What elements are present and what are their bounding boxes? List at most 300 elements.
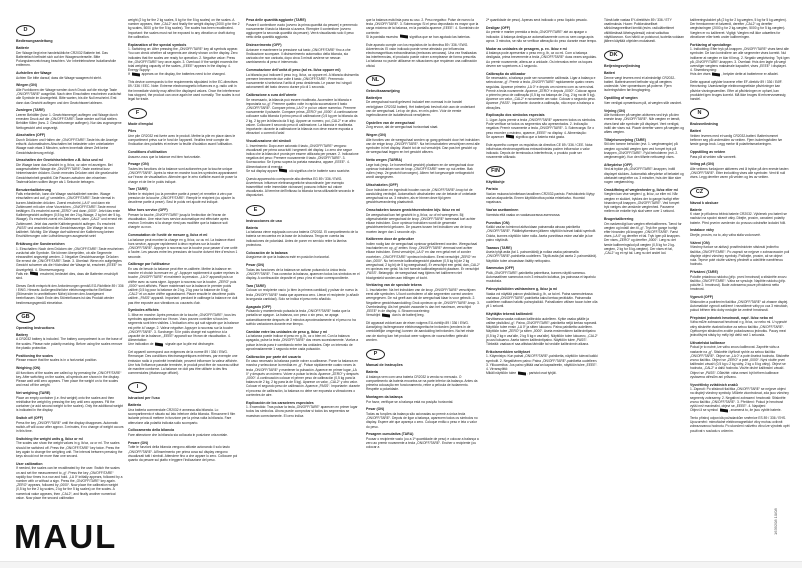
- battery-low-icon: [506, 135, 514, 139]
- section-heading: Uživatelská kalibrace: [690, 340, 726, 345]
- section-body: 1. Zapnutí: Po stisknutí tlačítka „ON/OFF/TARE“ se nejprve objeví na displeji všechny symboly. Můžete zkontrolovat, zda jsou všechny segmenty zobrazeny. 2. Negativní zobrazení hmotnosti: Stiskněte znovu tlačítko „ON/OFF/TARE“. 3. Přetížení: Pokud je hmotnost vyšší než maximální, objeví se „EEEE“. 4. Napájení:: [690, 387, 789, 409]
- section-heading: User calibration: [16, 461, 43, 466]
- instruction-section: [366, 237, 480, 279]
- battery-low-icon: [132, 72, 140, 76]
- language-badge: DK: [604, 50, 623, 61]
- section-heading: Netto wegen (TARRA): [366, 158, 403, 163]
- section-body: 1. Käynnistys: Kun painat „ON/OFF/TARE“-painiketta, näyttöön tulevat kaikki symbolit. 2. Negatiivinen paino: Paina „ON/OFF/TARE“-painiketta uudelleen. 3. Ylikuormitus: Jos paino ylittää vaa'an kapasiteetin, näyttöön tulee „EEEE“. 4. Virransyöttö:: [486, 354, 598, 372]
- instruction-section: [486, 350, 598, 376]
- instruction-section: [246, 177, 360, 198]
- section-heading: Switch off (OFF): [16, 416, 44, 421]
- section-body: Všechny funkce se aktivují prostřednictvím stisknutí jediného tlačítka „ON/OFF/TARE“. Po zapnutí se nejprve v zobrazovacím poli displeje objeví všechny symboly. Počkejte, prosím, až se objeví nula. Teprve poté vložte vážený předmět a odečtěte naměřenou hodnotu.: [690, 245, 790, 267]
- section-heading: Mudar as unidades de pesagem, p. ex. lb/oz e ml: [486, 46, 567, 51]
- section-heading: Opstellen van de weegschaal: [366, 120, 415, 125]
- section-heading: Positioning the scales: [16, 353, 53, 358]
- language-badge: NL: [366, 75, 385, 86]
- section-body: Pidä „ON/OFF/TARE“-painiketta painettuna, kunnes näyttö sammuu. Automaattinen sammutus noin 3 minuutin kuluttua, jos painossa ei tapahdu muutoksia.: [486, 271, 596, 284]
- section-heading: Batteri: [604, 71, 616, 76]
- section-body: If needed, the scales can be recalibrated by the user. Switch the scales on and set the measurement to „g“. Press the key „ON/OFF/TARE“ rapidly four times in a row and hold. „LA 0“ initially appears, followed by a number with or without a sign. Press the „ON/OFF/TARE“ key again. „ZERO“ appears, followed by „0000“. Now place the calibration weight (0,5 kg for the 2 kg scales, 2 kg for the 5 kg scales) on the scales. A numerical value appears, then „CAL2“, and finally another numerical value. Now place the second calibration: [16, 466, 123, 500]
- section-heading: Batteria: [128, 403, 142, 408]
- instruction-section: [486, 187, 598, 204]
- instruction-section: [16, 354, 124, 363]
- section-body: Posare il contenitore vuoto (ovvero la prima quantità da pesare) e premendo nuovamente il tasto la bilancia si azzera. Riempire il contenitore (ovvero aggiungere la seconda quantità da pesare). Verrà visualizzato solo il peso netto della quantità aggiunta.: [246, 22, 358, 40]
- section-heading: Batterijen: [366, 95, 383, 100]
- section-body: Pokud je to nutné, lze váhu znovu kalibrovat. Zapněte váhu a nastavte na „g“. Stiskněte čtyřikrát rychle za sebou tlačítko „ON/OFF/TARE“. Objeví se „LA 0“ a poté číselná hodnota. Stiskněte znovu tlačítko. Objeví se „ZERO“ a poté „0000“. Nyní vložte první kalibrační závaží (0,5 kg u 2 kg váhy, 2 kg u 5 kg váhy). Objeví se hodnota, „CAL2“ a další hodnota. Vložte druhé kalibrační závaží. Objeví se „PASS“. Důležité: váha nesmí být během kalibrace vystavena otřesům ani průvanu.: [690, 345, 790, 379]
- instruction-section: [366, 407, 480, 428]
- section-heading: Cambiar entre las unidades de peso g, lb/oz y ml: [246, 329, 327, 334]
- language-title: Návod k obsluze: [690, 200, 719, 205]
- instruction-section: [128, 308, 240, 346]
- instruction-section: [486, 208, 598, 217]
- section-heading: Collocamento della bilancia: [128, 428, 175, 433]
- language-title: Istruzioni per l'uso: [128, 396, 160, 401]
- section-heading: Käyttäjän tekemä kalibrointi: [486, 312, 533, 317]
- section-body: Vaa'an mukana toimitetaan tavallinen CR2032-paristo. Paristokotelo löytyy vaa'an alapuolelta. Ennen käyttöönottoa poista eristekalvo. Huomioi napaisuus.: [486, 192, 595, 205]
- language-badge: N: [690, 108, 709, 119]
- section-body: A balança vem com uma bateria CR2032 à venda no mercado. O compartimento da bateria encontra-se na parte inferior da balança. Antes da primeira colocação em funcionamento, retire a película de isolamento. Respeite a polaridade.: [366, 374, 478, 392]
- section-body: De weegschaal kan het gewicht in g, lb/oz, oz of ml weergeven. Bij uitgeschakelde weegschaal de knop „ON/OFF/TARE“ tweemaal kort achter elkaar indrukken. Door opnieuw indrukken wordt de gewenste gewichtseenheid gekozen. De pauzes tussen het indrukken van de knop moeten langer dan 1 seconde zijn.: [366, 212, 476, 234]
- instruction-section: [246, 355, 360, 397]
- section-heading: Benutzerkalibrierung: [16, 187, 52, 192]
- section-heading: Bateria: [366, 370, 378, 375]
- instruction-section: [16, 366, 124, 387]
- instruction-section: [246, 68, 360, 89]
- instruction-section: [246, 251, 360, 260]
- section-heading: Omskiftning af vægtenheder g, lb/oz eller ml: [604, 187, 678, 192]
- section-body: Fare attenzione che la bilancia sia collocata in posizione orizzontale.: [128, 433, 228, 438]
- instruction-section: [246, 330, 360, 351]
- language-title: Betjeningsvejledning: [604, 64, 641, 69]
- section-body: Alle vektens funksjoner aktiveres ved å trykke på den eneste tasten „ON/OFF/TARE“. Etter innkobling vises alle symboler. Vent til null vises. Legg deretter varen på vekten og les av vekten.: [690, 167, 789, 180]
- section-heading: Batterie: [16, 46, 30, 50]
- section-body: 1. Ligar: Após premir a tecla „ON/OFF/TARE“ aparecem todos os símbolos. Pode verificar se todos os segmentos são apresentados. 2. Indicação negativa: Premir novamente a tecla „ON/OFF/TARE“. 3. Sobrecarga: Se o peso exceder o máximo, aparece „EEEE“ no display. 4. Alimentação:: [486, 118, 597, 135]
- section-body: Alle funktioner på vægten aktiveres ved tryk på den eneste knap „ON/OFF/TARE“. Når vægten er tændt, vises først alle symboler på displayet. Vent venligst, indtil der vises nul. Placér derefter varen på vægten og aflæs vægten.: [604, 113, 684, 135]
- section-body: Vægten kan vise vægten i g, lb/oz, oz eller ml. Når vægten er slukket, trykkes der to gange hurtigt efter hinanden på knappen „ON/OFF/TARE“. Ved fornyet tryk vælges den ønskede vægtenhed. Pauserne mellem de enkelte tryk skal være over 1 sekund.: [604, 192, 680, 214]
- instruction-section: [366, 283, 480, 317]
- section-body: Položte prázdnou nádobu (příp. první hmotnost) a stiskněte znovu tlačítko „ON/OFF/TARE“. Váha se vynuluje. Naplňte nádobu (příp. položte 2. hmotnost). Bude zobrazena pouze přivážená netto hmotnost.: [690, 274, 787, 292]
- column-3: [246, 18, 360, 421]
- language-title: Bedienungsanleitung: [16, 39, 53, 43]
- section-heading: Instalace váhy: [690, 228, 714, 233]
- instruction-section: [128, 150, 240, 159]
- section-heading: Paristo: [486, 187, 498, 192]
- instruction-section: [366, 121, 480, 130]
- instruction-section: [128, 233, 240, 259]
- instruction-section: [486, 266, 598, 283]
- section-body: Please ensure that the scales is in a horizontal position.: [16, 358, 98, 363]
- section-body: Váha může zobrazovat hmotnost v g, lb/oz, oz nebo ml. U vypnuté váhy stiskněte dvakrát krátce za sebou tlačítko „ON/OFF/TARE“. Opětovným stisknutím zvolíte požadovanou jednotku. Pauzy mezi jednotlivými stisky by měly být delší než 1 sekunda.: [690, 320, 787, 338]
- instruction-section: [16, 333, 124, 350]
- section-body: Todas las funciones de la balanza se activan pulsando la única tecla „ON/OFF/TARE“. Tras conectar la balanza, aparecen todos los símbolos en el display. A continuación deposite el peso y lea el valor correspondiente.: [246, 267, 360, 281]
- battery-note: Se aparecer significa que a bateria está gasta.: [486, 134, 565, 139]
- instruction-section: [690, 150, 790, 159]
- battery-note: Hvis der vises , betyder dette at batterierne er afladet.: [690, 72, 779, 77]
- instruction-section: [604, 18, 684, 43]
- section-body: Una batteria commerciale CR2032 è annessa alla bilancia. Lo scompartimento è situato sul lato inferiore della bilancia. Rimuovere il film isolante prima di mettere in funzione per la prima volta la bilancia. Fare attenzione alla polarità indicata sullo scomparto.: [128, 408, 236, 425]
- instruction-section: [246, 139, 360, 173]
- section-body: Dieses Gerät entspricht den Anforderungen gemäß EG-Richtlinie 89 / 336 / EWG. Hinweis: Außergewöhnliche elektromagnetische Einflüsse (Störsender in unmittelbarer Nähe) können den Anzeigewert beeinflussen. Nach Ende des Störeinflusses ist das Produkt wieder bestimmungsgemäß einsetzbar.: [16, 283, 124, 305]
- section-heading: Apagado (OFF): [246, 304, 272, 309]
- section-body: Leeren Behälter (bzw. 1. Gewichtsmenge) auflegen und Waage durch erneuten Druck auf die „ON/OFF/TARE“-Taste wieder auf Null stellen. Behälter füllen (bzw. 2. Gewichtsmenge auflegen). Nur das zugewogene Nettogewicht wird angezeigt.: [16, 112, 122, 130]
- section-body: Tutte le funzioni della bilancia vengono attivate azionando il solo tasto „ON/OFF/TARE“. All'inserimento per prima cosa sul display vengono visualizzati tutti i simboli. Attendere fino a che appare lo zero. Collocare poi quanto da pesare sul piatto e leggere l'indicazione del peso.: [128, 445, 238, 463]
- battery-note: Mikäli näyttöön tulee , paristot ovat tyhjät.: [486, 371, 557, 376]
- section-body: Press the key „ON/OFF/TARE“ until the display disappears. Automatic switch-off will occur after approx. 3 minutes, if no change of weight occurs in this time.: [16, 420, 124, 434]
- section-heading: Abschalten (OFF): [16, 133, 46, 138]
- section-body: A balança pode apresentar o peso em g, lb, oz ou ml. Com a balança desligada, prima brevemente a tecla „ON/OFF/TARE“ duas vezes seguidas. Ao premir novamente, altera-se a unidade. Os intervalos entre os toques devem ser superiores a 1 segundo.: [486, 51, 597, 68]
- battery-note: If appears on the display, the batteries need to be changed.: [128, 72, 226, 77]
- section-heading: Aufstellen der Waage: [16, 71, 52, 75]
- instruction-section: [366, 158, 480, 179]
- section-heading: Brugerkalibrering: [604, 217, 634, 222]
- section-heading: Pesar (ON): [246, 263, 265, 268]
- instruction-section: [690, 228, 790, 237]
- section-heading: Sammutus (OFF): [486, 266, 515, 271]
- section-body: En caso necesario la balanza puede volver a calibrarse. Poner la balanza en marcha y seleccionar la medida en „g“. Pulsar rápidamente cuatro veces la tecla „ON/OFF/TARE“ y mantener la pulsación. Aparece en primer lugar „LA 0“ y después un número. Volver a pulsar la tecla. Aparece „ZERO“ y después „0000“. A continuación colocar el primer peso de calibración (0,5 kg para la balanza de 2 kg, 2 kg para la de 5 kg). Aparece un valor, „CAL2“ y otro valor. Colocar el segundo peso de calibración. Aparece „PASS“. Importante: durante el proceso de calibración, la balanza no debe ser expuesta a vibraciones o corrientes de aire.: [246, 359, 360, 397]
- section-body: This device corresponds to the requirements stipulated in the EC-directives 89 / 336 / EEC. Note: Extreme electromagnetic influences e.g. radio unit in the immediate vicinity may affect the displayed values. Once the interference has stopped, the product can once again be used normally. The scales is not legal for trade.: [128, 80, 240, 102]
- section-body: Die Waage kann das Gewicht in g, lb/oz, oz oder ml anzeigen. Bei ausgeschalteter Waage die „ON/OFF/TARE“-Taste zweimal kurz hintereinander drücken. Durch erneutes Drücken wird die gewünschte Gewichtseinheit gewählt. Die Pausen zwischen den einzelnen Tastendrücken sollten länger als 1 Sekunde betragen.: [16, 162, 119, 184]
- section-heading: Symboles affichés: [128, 308, 159, 313]
- column-4: [366, 18, 480, 453]
- section-body: weight (2 kg for the 2 kg scales, 5 kg for the 5 kg scales) on the scales. A number appears, then „CAL2“ and finally the weight display (2000 g for the 2 kg scales, 5000 g for the 5 kg scales). The scales has been recalibrated. Important: the scales must not be exposed to any vibration or draft during the calibration.: [128, 18, 240, 39]
- instruction-section: [486, 312, 598, 346]
- section-heading: Kalibreren door de gebruiker: [366, 237, 415, 242]
- instruction-section: [366, 183, 480, 204]
- section-body: Toutes les fonctions de la balance sont actionnées par la touche unique „ON/OFF/TARE“. Après la mise en marche tous les symboles apparaissent sur l'écran de visualisation. Attendre que le zéro s'affiche avant de poser la charge et de lire le poids indiqué.: [128, 167, 238, 184]
- section-body: Place an empty container (i.e. first weight) onto the scales and then reinitialise the weight by pressing the key until zero appears. Fill the container (or add second weight to the scales). Only the additional weight is indicated in the display.: [16, 395, 124, 413]
- section-heading: Omschakelen tussen gewichtseenheden bijv. lb/oz en ml: [366, 208, 461, 213]
- section-body: Presser la touche „ON/OFF/TARE“ jusqu'à l'extinction de l'écran de visualisation. Une mise hors service automatique est effectuée après environ 3 minutes si la charge n'est pas modifiée que la balance soit chargée ou non.: [128, 212, 229, 230]
- instruction-section: [16, 242, 124, 280]
- column-6: [604, 18, 684, 259]
- instruction-section: [604, 217, 684, 255]
- battery-low-icon: [400, 35, 408, 39]
- section-heading: Switching the weight units g, lb/oz or ml: [16, 436, 83, 441]
- instruction-section: [246, 305, 360, 326]
- section-body: Achten Sie bitte darauf, dass die Waage waagerecht steht.: [16, 75, 102, 80]
- instruction-section: [128, 208, 240, 229]
- instruction-section: [366, 18, 480, 39]
- section-body: Assurez-vous que la balance est bien horizontale.: [128, 154, 201, 159]
- section-body: Pousar o recipiente vazio (ou a 1ª quantidade de peso) e colocar a balança a zero ao premir novamente a tecla „ON/OFF/TARE“. Encher o recipiente (ou colocar a: [366, 437, 479, 450]
- section-heading: Conditions d'utilisation: [128, 150, 167, 155]
- battery-low-icon: [382, 313, 390, 317]
- instruction-section: [690, 80, 790, 101]
- instruction-section: [128, 350, 240, 375]
- section-heading: Calibração do utilizador: [486, 71, 526, 76]
- section-body: Dit apparaat voldoet aan de eisen volgens EU-richtlijn 89 / 336 / EWG. Aanwijzing: buitengewone elektromagnetische invloeden (zenders in de onmiddellijke omgeving) kunnen de aanduiding beïnvloeden. Na het einde van de storing kan het product weer volgens de voorschriften gebruikt worden.: [366, 321, 475, 342]
- instruction-section: [690, 43, 790, 77]
- section-body: Vær venligst opmærksom på, at vægten står vandret.: [604, 100, 682, 105]
- instruction-section: [246, 263, 360, 280]
- language-section-header: [604, 50, 684, 68]
- battery-note: Falls ein erscheint, bedeutet dies, dass die Batterien erschöpft sind.: [16, 271, 118, 281]
- section-heading: Pesar (ON): [366, 407, 385, 412]
- language-section-header: [690, 187, 790, 205]
- section-body: Ao premir e manter premida a tecla „ON/OFF/TARE“ até ao apagar o indicador. A balança desliga-se automaticamente com ou sem carga após aprox. 3 minutos, se não se verificar alteração do peso durante esse tempo.: [486, 30, 598, 43]
- section-heading: Vypnutí (OFF): [690, 295, 714, 300]
- section-heading: Wiegen (ON): [16, 83, 37, 88]
- section-heading: Batería: [246, 225, 258, 230]
- section-body: La bilancia può indicare il peso in g, lb/oz, oz oppure ml. A bilancia disinserita premere brevemente due volte il tasto „ON/OFF/TARE“. Premendo nuovamente si seleziona l'unità di peso desiderata. Le pause tra i singoli azionamenti del tasto devono durare più di 1 secondo.: [246, 72, 359, 90]
- section-body: Lege bak (resp. 1e hoeveelheid gewicht) plaatsen en de weegschaal door opnieuw indrukken van de knop „ON/OFF/TARE“ weer op nul zetten. Bak vullen (resp. 2e gewicht toevoegen). Alleen het toegevoegde nettogewicht wordt aangegeven.: [366, 162, 474, 180]
- section-heading: Explicación de los caracteres especiales: [246, 400, 314, 405]
- section-body: Om nødvendigt kan vægten efterkalibreres. Tænd for vægten og indstil den til „g“. Tryk fire gange hurtigt efter hinanden på knappen „ON/OFF/TARE“. Først vises „LA 0“ og derefter et tal. Tryk igen på knappen. Der vises „ZERO“ og derefter „0000“. Læg nu det første kalibreringslod på vægten (0,5 kg for 2 kg-vægten, 2 kg for 5 kg-vægten). Der vises et tal, „CAL2“ og et nyt tal. Læg nu det andet lod.: [604, 221, 682, 256]
- section-body: La balanza viene equipada con una batería CR2032. El compartimento de la batería se encuentra en la base de la balanza. Tenga en cuenta las indicaciones de polaridad. Antes de poner en servicio retire la lámina protectora.: [246, 230, 358, 247]
- language-section-header: [128, 382, 240, 400]
- battery-low-icon: [712, 72, 720, 76]
- section-body: Denne vægt leveres med et almindeligt CR2032-batteri. Batterirummet befinder sig på vægtens underside. Vær opmærksom på polerne. Fjern isoleringsfolien før ibrugtagning.: [604, 75, 676, 93]
- battery-note: Si la pantalla muestra significa que se han agotado las baterías.: [366, 34, 471, 39]
- instruction-section: [690, 416, 790, 433]
- instruction-section: [16, 108, 124, 129]
- section-body: que la balanza está lista para su uso. 2. Peso negativo: Pulse de nuevo la tecla „ON/OFF/TARE“. 3. Sobrecarga: Si el peso depositado es mayor que la carga máxima de la balanza, en la pantalla aparece „EEEE“. 4. Suministro de corriente:: [366, 18, 480, 35]
- instruction-section: [366, 321, 480, 342]
- section-body: Kaikki vaa'an toiminnot aktivoidaan painamalla ainoaa painiketta „ON/OFF/TARE“. Päällekytkemisen jälkeen näyttöön tulevat kaikki symbolit. Odota, kunnes näyttöön tulee nolla. Aseta punnittava esine vaa'alle ja lue paino näytöstä.: [486, 225, 597, 242]
- section-body: Vekten leveres med et vanlig CR2032-batteri. Batterirommet befinner seg på undersiden av vekten. Fjern isoleringsfolien før første gangs bruk. Legg merke til polaritetsmarkeringen.: [690, 133, 782, 147]
- section-heading: Pesare (ON): [128, 440, 149, 445]
- instruction-section: [690, 162, 790, 179]
- instruction-section: [128, 428, 240, 437]
- section-body: kalibreringsloddet på (2 kg for 2 kg-vægten, 5 kg for 5 kg-vægten). Der fremkommer et talværdi, derefter „CAL2“ og derefter vægtvisningen (2000 g for 2 kg-vægten, 5000 g for 5 kg-vægten). Vægten er nu kalibreret. Vigtigt: Vægten må ikke udsættes for vibrationer eller træk under kalibreringen.: [690, 18, 787, 39]
- battery-note: Une indication de signale que la pile est déchargée.: [128, 342, 215, 347]
- instruction-section: [128, 43, 240, 77]
- section-heading: Disinserimento (OFF): [246, 43, 282, 47]
- language-section-header: [16, 312, 124, 330]
- section-body: Azionare e mantenere la pressione sul tasto „ON/OFF/TARE“ fino a che l'indicazione scompare. Il disinserimento automatico della bilancia, sia caricata che non caricata, dopo circa 3 minuti avviene se nessun cambiamento di peso è intervenuto.: [246, 47, 351, 65]
- section-body: Aseta tyhjä astia (tai 1. painomäärä) ja nollaa vaaka painamalla „ON/OFF/TARE“-painiketta uudelleen. Täytä astia (tai aseta 2. painomäärä). Näyttöön tulee ainoastaan lisätty nettopaino.: [486, 250, 597, 263]
- instruction-section: [16, 188, 124, 239]
- section-heading: Wegen (ON): [366, 133, 386, 138]
- section-body: 1. Einschalten: Nach dem Drücken der „ON/OFF/TARE“-Taste erscheinen zunächst alle Symbole. Sie können überprüfen, ob alle Segmente einwandfrei angezeigt werden. 2. Negative Gewichtsanzeige: Drücken Sie erneut die „ON/OFF/TARE“-Taste. 3. Überlast: Wenn ein aufgelegtes Gewicht schwerer als die Höchstlast der Waage ist, erscheint „EEEE“ im Anzeigefeld. 4. Stromversorgung:: [16, 246, 124, 272]
- section-heading: Erklärung der Sonderzeichen: [16, 242, 65, 247]
- instruction-section: [366, 43, 480, 68]
- instruction-section: [246, 401, 360, 418]
- section-heading: Mise hors service (OFF): [128, 208, 168, 213]
- instruction-section: [16, 284, 124, 305]
- instruction-section: [690, 270, 790, 291]
- battery-note: Verschijnt dan is de batterij leeg.: [366, 313, 425, 318]
- battery-low-icon: [155, 343, 163, 347]
- instruction-section: [604, 188, 684, 214]
- section-body: All functions of the scales are called up by pressing the „ON/OFF/TARE“ key. After switching on the scales, all symbols are shown in the display. Please wait until zero appears. Then place the weight on to the scales and read off the weight.: [16, 370, 122, 388]
- battery-low-icon: [518, 371, 526, 375]
- section-heading: Vejning (ON): [604, 108, 625, 113]
- instruction-section: [486, 143, 598, 160]
- instruction-section: [128, 262, 240, 304]
- instruction-section: [128, 129, 240, 146]
- section-body: 1. Inschakelen: Na het indrukken van de knop „ON/OFF/TARE“ verschijnen eerst alle symbolen. U kunt controleren of alle segmenten correct worden weergegeven. De nul geeft aan dat de weegschaal klaar is voor gebruik. 2. Negatieve gewichtsaanduiding: Druk opnieuw op de „ON/OFF/TARE“-knop. 3. Overbelasting: Als het gewicht zwaarder is dan het maximum, verschijnt „EEEE“ in de display. 4. Stroomvoorziening:: [366, 288, 480, 314]
- language-badge: FIN: [486, 166, 505, 177]
- instruction-section: [16, 391, 124, 412]
- instruction-section: [16, 158, 124, 184]
- section-body: Door indrukken en ingedrukt houden van de „ON/OFF/TARE“-knop tot de aanduiding verdwijnt. Automatisch uitschakelen van de belaste of onbelaste weegschaal na ca. 3 minuten, als er binnen deze tijd geen gewichtsverandering plaatsvindt.: [366, 187, 477, 205]
- section-body: La balance peut montrer la charge en g, lb/oz, oz ou ml. La balance étant hors service, appuyer rapidement à deux reprises sur la touche „ON/OFF/TARE“. Appuyer à nouveau sur la touche pour passer d'une unité à l'autre. Les pauses entre les pressions de touche doivent être d'environ 1 seconde.: [128, 237, 238, 259]
- section-body: Pulsando y manteniendo pulsada la tecla „ON/OFF/TARE“ hasta que la pantalla se apague. La balanza, con peso o sin peso, se apaga automáticamente después de 3 minutos aproximadamente si el peso no ha sufrido variaciones durante ese tiempo.: [246, 309, 356, 326]
- section-heading: Pesagem cumulativa (TARA): [366, 432, 414, 437]
- section-body: Varmista että vaaka on vaakasuorassa asennossa.: [486, 212, 561, 217]
- language-badge: D: [16, 25, 35, 36]
- language-badge: P: [366, 349, 385, 360]
- section-heading: Erikoismerkkien selitykset: [486, 349, 530, 354]
- section-heading: Taaraus (TARE): [486, 245, 512, 250]
- section-body: Vaaka voi näyttää painon yksiköissä g, lb, oz tai ml. Paina sammutetussa vaa'assa „ON/OFF/TARE“-painiketta kaksi kertaa peräkkäin. Painamalla uudelleen valitaan haluttu painoyksikkö. Painallusten välisen tauon tulee olla yli 1 sekunti.: [486, 291, 598, 309]
- battery-low-icon: [720, 408, 728, 412]
- instruction-section: [486, 26, 598, 43]
- section-body: Indien nodig kan de weegschaal opnieuw gekalibreerd worden. Weegschaal inschakelen en op „g“ zetten. Knop „ON/OFF/TARE“ viermaal snel achter elkaar indrukken. Eerst verschijnt „LA 0“ en dan een getal met of zonder voorteken. „ON/OFF/TARE“ opnieuw indrukken. Eerst verschijnt „ZERO“ en dan „0000“. Nu het eerste kalibratiegewicht plaatsen (0,5 kg bij de 2 kg weegschaal, 2 kg bij de 5 kg weegschaal). Er verschijnt een getal, dan „CAL2“ en opnieuw een getal. Nu het tweede kalibratiegewicht plaatsen. Er verschijnt „PASS“. Belangrijk: de weegschaal mag tijdens het kalibreren niet blootgesteld worden aan trillingen of tocht.: [366, 242, 480, 280]
- instruction-section: [690, 316, 790, 337]
- section-body: Tämä laite vastaa EY-direktiivin 89 / 336 / ETY vaatimuksia. Huom: Poikkeukselliset sähkömagneettiset kentät (esim. radiolähettimet välittömässä läheisyydessä) voivat vaikuttaa näyttöarvoon. Kun häiriö on poistunut, tuotetta voidaan jälleen käyttää ohjeiden mukaisesti.: [604, 18, 684, 44]
- section-body: Por favor, verifique se a balança está na posição horizontal.: [366, 399, 454, 404]
- section-body: De weegschaal wordt geleverd inclusief een normaal in de handel verkrijgbare CR2032 batterij. Het batterijvak bevindt zich aan de onderkant van de weegschaal. Let op de plus- en min-polen. Vóór de eerste ingebruikname de isolatiestrook verwijderen.: [366, 100, 475, 118]
- instruction-section: [16, 46, 124, 67]
- section-body: Colocar un recipiente vacío (o bien la primera cantidad) y pulsar de nuevo la tecla „ON/OFF/TARE“ hasta que aparezca cero. Llenar el recipiente (o añadir la segunda cantidad). Solo se indica el peso neto añadido.: [246, 288, 359, 301]
- section-heading: Tare (TARE): [128, 187, 148, 192]
- section-heading: Přivážení (TARE): [690, 270, 718, 275]
- section-heading: Desligar (OFF): [486, 25, 511, 30]
- language-section-header: [246, 205, 360, 223]
- instruction-section: [128, 80, 240, 101]
- section-heading: Oppstilling av vekten: [690, 150, 726, 155]
- language-title: Operating Instructions: [16, 325, 55, 330]
- section-body: Todas as funções da balança são acionadas ao premir a única tecla „ON/OFF/TARE“. Depois de ligar a balança, aparecem todos os símbolos no display. Espere até que apareça o zero. Coloque então o peso e leia o valor do peso.: [366, 412, 478, 429]
- instruction-section: [16, 437, 124, 458]
- language-badge: E: [246, 205, 265, 216]
- instruction-section: [486, 72, 598, 110]
- instruction-section: [486, 246, 598, 263]
- instruction-section: [366, 370, 480, 391]
- language-section-header: [366, 349, 480, 367]
- instruction-section: [486, 18, 598, 22]
- section-body: Este aparelho cumpre os requisitos da directiva CE 89 / 336 / CEE. Nota: influências electromagnéticas extraordinárias podem influenciar o valor indicado. Depois de terminada a interferência, o produto pode ser novamente utilizado.: [486, 142, 594, 160]
- instruction-section: [486, 113, 598, 139]
- instruction-section: [690, 341, 790, 379]
- language-section-header: [366, 75, 480, 93]
- section-body: Mettre le récipient (ou la première partie à peser) et remettre à zéro par pression de la touche „ON/OFF/TARE“. Remplir le récipient (ou ajouter la deuxième partie à peser). Seul le poids net ajouté est indiqué.: [128, 192, 235, 205]
- instruction-section: [366, 96, 480, 117]
- language-title: Gebruiksaanwijzing: [366, 88, 400, 93]
- section-body: Dbejte, prosím, na to, aby váha stála vodorovně.: [690, 233, 761, 238]
- language-title: Manual de Instruções: [366, 363, 403, 368]
- section-body: Se necessário, a balança pode ser novamente calibrada. Ligar a balança e seleccionar „g“. Premir a tecla „ON/OFF/TARE“ rapidamente quatro vezes seguidas. Aparece primeiro „LA 0“ e depois um número com ou sem sinal. Premir a tecla novamente. Aparece „ZERO“ e depois „0000“. Colocar agora o primeiro peso de calibração (0,5 kg na balança de 2 kg, 2 kg na de 5 kg). Aparece um valor, „CAL2“ e novamente um valor. Colocar o segundo peso. Aparece „PASS“. Importante: durante a calibração, não expor a balança a vibrações.: [486, 76, 597, 110]
- column-7: [690, 18, 790, 436]
- section-body: Der Waage liegt eine handelsübliche CR2032 Batterie bei. Das Batteriefach befindet sich auf der Waagenunterseite. Bitte Polungskennzeichnung beachten. Vor Inbetriebnahme Isolationsfolie entfernen.: [16, 50, 117, 68]
- section-body: Se necessario, la bilancia può essere ricalibrata. Accendere la bilancia e impostarla su „g“. Premere quattro volte in rapida successione il tasto „ON/OFF/TARE“. Compare prima „LA 0“ e poi un valore numerico. Premere nuovamente il pulsante. Compare prima „ZERO“ poi „0000“. A continuazione collocare sulla bilancia il primo peso di calibrazione (0,5 kg per la bilancia da 2 kg, 2 kg per la bilancia da 5 kg). Appare un numero, poi „CAL2“ e un altro valore. Collocare il secondo peso di calibrazione. La bilancia è ricalibrata. Importante: durante la calibrazione la bilancia non deve essere esposta a vibrazioni o correnti d'aria!: [246, 97, 358, 136]
- instruction-section: [366, 395, 480, 404]
- document-code: 1639208 10/08: [773, 508, 778, 535]
- section-heading: Commutation de l'unité de mesure g, lb/oz et ml: [128, 233, 208, 238]
- instruction-section: [690, 383, 790, 413]
- section-body: K váze je přiložena běžná baterie CR2032. Výklenek pro baterii se nachází na spodní straně váhy. Dbejte, prosím, označení polarity baterie. Před prvním uvedením do provozu odstraňte izolační fólii.: [690, 212, 787, 225]
- section-heading: Umschalten der Gewichtseinheiten z.B. lb/oz und ml: [16, 158, 103, 163]
- section-body: Stisknutím a podržením tlačítka „ON/OFF/TARE“ až zhasne displej. Automatické vypnutí zatížené i nezatížené váhy po cca 3 minutách, pokud během této doby nedojde ke změně hmotnosti.: [690, 299, 789, 313]
- section-heading: Baterie: [690, 207, 702, 212]
- instruction-section: [366, 432, 480, 449]
- language-title: Bruksveiledning: [690, 122, 718, 127]
- section-heading: Tilføjelsesvejning (TARE): [604, 137, 646, 142]
- section-body: Dette apparat opfylder kravene efter EF-direktiv 89 / 336 / EØF. Henvisning: Usædvanlige elektromagnetiske påvirkninger kan påvirke visningsværdien. Efter at påvirkningen er ophørt, kan produktet igen bruges korrekt. Må ikke bruges til erhvervsmæssig handel.: [690, 80, 786, 102]
- instruction-section: [128, 162, 240, 183]
- section-heading: Battery: [16, 332, 29, 337]
- instruction-section: [486, 47, 598, 68]
- section-body: Alle Funktionen der Waage werden durch Druck auf die einzige Taste „ON/OFF/TARE“ ausgelöst. Nach dem Einschalten erscheinen zunächst alle Symbole im Anzeigefeld. Bitte warten, bis die Null erscheint. Erst dann das Gewicht auflegen und den Gewichtswert ablesen.: [16, 87, 122, 105]
- language-badge: F: [128, 108, 147, 119]
- instruction-section: [366, 208, 480, 234]
- instruction-section: [690, 18, 790, 39]
- instruction-section: [16, 416, 124, 433]
- instruction-section: [486, 287, 598, 308]
- instruction-section: [128, 18, 240, 39]
- section-heading: Přepínání jednotek hmotnosti, např. lb/oz nebo ml: [690, 315, 774, 320]
- instruction-section: [246, 43, 360, 64]
- section-heading: Pesa delle quantità aggiunte (TARE): [246, 18, 306, 22]
- section-body: La balanza puede indicar el peso en g, lb, oz o bien ml. Con la balanza apagada, pulse la tecla „ON/OFF/TARE“ dos veces sucesivamente. Vuelva a pulsar la tecla para ir cambiando entre las unidades. Deje un intervalo de aproximadamente 1 segundo entre cada pulsación.: [246, 334, 359, 351]
- language-title: Instrucciones de uso: [246, 218, 282, 223]
- language-section-header: [690, 108, 790, 126]
- section-heading: Net weighing (TARE): [16, 391, 51, 396]
- section-body: The scales can show the weight values in g, lb/oz, oz or ml. The scales should be switched off. Press the „ON/OFF/TARE“ key twice. Press the key again to change the weighing unit. The interval between pressing the keys should not be more than one second.: [16, 441, 123, 459]
- section-body: 1. Inserimento: Dopo aver azionato il tasto „ON/OFF/TARE“ vengono visualizzati per prima cosa tutti i segmenti del display. Lo zero che segue indica che la bilancia è pronta per essere utilizzata per pesare. 2. Indicazione negativa del peso: Premere nuovamente il tasto „ON/OFF/TARE“. 3. Sovraccarico: Se il peso supera la portata massima, appare „EEEE“. 4. Alimentazione di energia:: [246, 143, 359, 169]
- section-body: 1. Indkobling: Efter tryk på knappen „ON/OFF/TARE“ vises først alle symboler. De kan kontrollere om alle segmenter vises korrekt. Nul indikerer at vægten er klar til brug. 2. Negativ vægtvisning: Tryk igen på „ON/OFF/TARE“-knappen. 3. Overlast: Hvis den lagte på vægt overstiger vægtens maksimale kapacitet, vises „EEEE“ i displayet. 4. Strømforsyning:: [690, 47, 790, 73]
- section-body: Cet appareil correspond aux exigences de la norme 89 / 336 / EWG. Remarque: Des conditions électromagnétiques extrêmes, par exemple une émission radio à proximité immédiate, peuvent influencer la valeur affichée. Une fois l'influence parasite terminée, le produit peut être de nouveau utilisé de manière conforme. La balance ne doit pas être utilisée à des fins commerciales (étalonnage officiel).: [128, 350, 239, 376]
- column-2: [128, 18, 240, 466]
- language-section-header: [128, 108, 240, 126]
- section-heading: Montagem da balança: [366, 395, 403, 400]
- section-body: Une pile CR2032 est livrée avec le produit. Mettre la pile en place dans le compartiment prévu sur le fond de l'appareil. Veuillez tenir compte de l'indication des polarités et enlever la feuille d'isolation avant l'utilisation.: [128, 133, 236, 147]
- instruction-section: [16, 462, 124, 500]
- section-heading: Explanation of the special symbols: [128, 42, 187, 47]
- instruction-section: [690, 208, 790, 225]
- section-heading: Weighing (ON): [16, 366, 41, 371]
- language-title: Mode d'emploi: [128, 122, 154, 127]
- section-heading: Veiing på (ON): [690, 162, 714, 167]
- section-body: Zorg ervoor, dat de weegschaal horizontaal staat.: [366, 125, 439, 130]
- instruction-section: [16, 133, 124, 154]
- instruction-section: [604, 138, 684, 159]
- instruction-section: [246, 226, 360, 247]
- section-heading: Zuwiegen (TARE): [16, 108, 45, 113]
- battery-low-icon: [30, 272, 38, 276]
- section-heading: Vaa'an asettaminen: [486, 208, 519, 213]
- section-body: Stil den tomme beholder (evt. 1. vægtmængde) på vægten og nulstil vægten igen ved fornyet tryk på knappen „ON/OFF/TARE“. Fyld beholderen (evt. 2. vægtmængde). Kun den tilførte nettovægt vises.: [604, 142, 679, 160]
- section-heading: Verklaring van de speciale tekens: [366, 283, 422, 288]
- language-badge: I: [128, 382, 147, 393]
- battery-note: Se sul display appare ciò significa che le batterie sono scariche.: [246, 168, 351, 173]
- instruction-section: [690, 129, 790, 146]
- section-body: Tarvittaessa vaaka voidaan kalibroida uudelleen. Kytke vaaka päälle ja valitse yksiköksi „g“. Paina „ON/OFF/TARE“-painiketta neljä kertaa nopeasti. Näyttöön tulee ensin „LA 0“ ja sitten lukuarvo. Paina painiketta uudelleen. Näyttöön tulee „ZERO“ ja sitten „0000“. Aseta ensimmäinen kalibrointipaino (0,5 kg 2 kg:n vaa'alle, 2 kg 5 kg:n vaa'alle). Näyttöön tulee lukuarvo, „CAL2“ ja uusi lukuarvo. Aseta toinen kalibrointipaino. Näyttöön tulee „PASS“. Tärkeää: vaakaa ei saa altistaa tärinälle tai vedolle kalibroinnin aikana.: [486, 316, 598, 347]
- section-heading: Forklaring af specialtegn: [690, 42, 732, 47]
- instruction-section: [604, 163, 684, 184]
- section-body: A CR2032 battery is included. The battery compartment is on the base of the scales. Please note polarity marking. Before using the scales remove the plastic protection.: [16, 337, 123, 350]
- section-body: 1. Switching on: After pressing the „ON/OFF/TARE“ key all symbols appear. You can check whether all segments are clearly shown on the display. Zero indicates that the scales are ready for operation. 2. Negative value: Press the „ON/OFF/TARE“ key once again. 3. Overload: If the weight exceeds the total weighing capacity of the scales, „EEEE“ appears in the display. 4. Energy Supply:: [128, 47, 239, 73]
- section-heading: Opstilling af vægten: [604, 96, 638, 101]
- section-heading: Calibrage par l'utilisateur: [128, 262, 170, 267]
- section-body: Pass på at vekten står vannrett.: [690, 154, 737, 159]
- instruction-section: [246, 18, 360, 39]
- instruction-section: [604, 71, 684, 92]
- language-badge: CZ: [690, 187, 709, 198]
- column-5: [486, 18, 598, 379]
- section-body: 1. Encendido: Tras pulsar la tecla „ON/OFF/TARE“ aparecen en primer lugar todos los símbolos. Ahora puede comprobar si todos los segmentos se muestran correctamente. El cero indica: [246, 405, 358, 418]
- section-body: Durch Drücken und Halten der „ON/OFF/TARE“-Taste bis die Anzeige erlischt. Automatisches Abschalten bei belasteter oder unbelasteter Waage nach etwa 3 Minuten, sofern innerhalb dieser Zeit keine Gewichtsänderung erfolgt.: [16, 137, 118, 155]
- section-body: 1. Mise en marche: Après pression de la touche „ON/OFF/TARE“, tous les symboles apparaissent sur l'écran. Vous pouvez contrôler si tous les segments sont bien visibles. L'indication zéro qui suit signale que la balance est prête à l'usage. 2. Valeur négative: Appuyer à nouveau sur la touche „ON/OFF/TARE“. 3. Surcharge: Si le poids chargé est supérieur à la capacité de la balance, „EEEE“ apparaît sur l'écran de visualisation. 4. Alimentation:: [128, 313, 239, 343]
- battery-low-icon: [279, 169, 287, 173]
- section-heading: Calibrazione a cura dell'utente: [246, 93, 297, 97]
- instruction-section: [128, 403, 240, 424]
- maul-logo: MAUL: [14, 518, 118, 555]
- section-body: 2ª quantidade de peso). Apenas será indicado o peso líquido pesado.: [486, 18, 588, 22]
- section-body: Alle functies van de weegschaal worden op gang gebracht door het indrukken van de enige knop „ON/OFF/TARE“. Na het inschakelen verschijnen eerst alle symbolen in het display. Wacht tot de nul verschijnt. Dan pas het gewicht op de weegschaal leggen en het gewicht aflezen.: [366, 137, 480, 155]
- language-section-header: [486, 166, 598, 184]
